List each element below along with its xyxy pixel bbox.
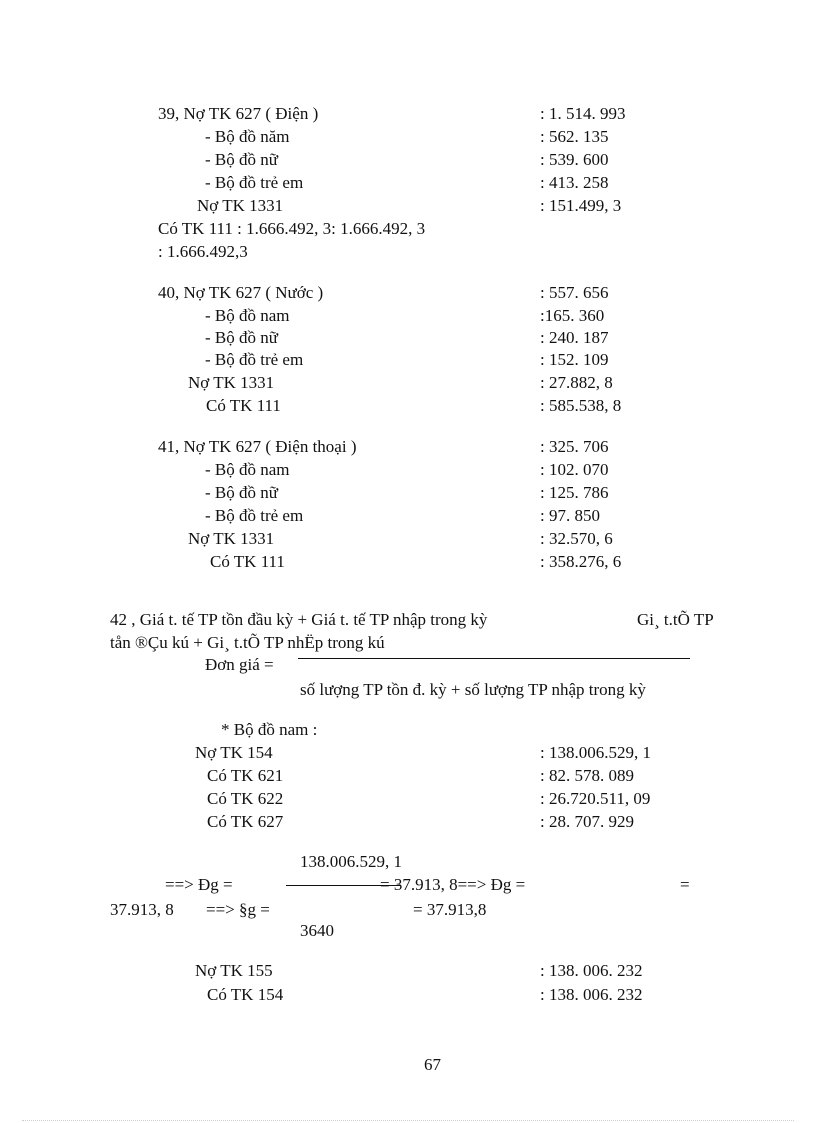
entry39-credit-line: Có TK 111 : 1.666.492, 3: 1.666.492, 3 bbox=[158, 219, 426, 238]
entry40-item-label: - Bộ đồ nữ bbox=[205, 328, 278, 347]
debit-154-amount: : 138.006.529, 1 bbox=[540, 743, 651, 762]
credit-154-amount: : 138. 006. 232 bbox=[540, 985, 643, 1004]
formula-garbled-right: Gi¸ t.tÕ TP bbox=[637, 610, 714, 629]
formula-denominator: số lượng TP tồn đ. kỳ + số lượng TP nhập trong kỳ bbox=[300, 680, 646, 699]
entry41-debit-1331: Nợ TK 1331 bbox=[188, 529, 275, 548]
credit-627-amount: : 28. 707. 929 bbox=[540, 812, 634, 831]
entry40-debit-1331-amount: : 27.882, 8 bbox=[540, 373, 613, 392]
entry40-item-amount: :165. 360 bbox=[540, 306, 605, 325]
debit-154: Nợ TK 154 bbox=[195, 743, 273, 762]
unit-price-label: Đơn giá = bbox=[205, 655, 274, 674]
calc-equals-right: = bbox=[680, 875, 690, 894]
entry41-item-label: - Bộ đồ nữ bbox=[205, 483, 278, 502]
credit-622-amount: : 26.720.511, 09 bbox=[540, 789, 651, 808]
credit-622: Có TK 622 bbox=[207, 789, 284, 808]
entry39-debit-627-amount: : 1. 514. 993 bbox=[540, 104, 626, 123]
formula-garbled-line: tån ®Çu kú + Gi¸ t.tÕ TP nhËp trong kú bbox=[110, 633, 385, 652]
page-number: 67 bbox=[424, 1055, 441, 1074]
calc-result-right: = 37.913,8 bbox=[413, 900, 487, 919]
entry39-debit-1331-amount: : 151.499, 3 bbox=[540, 196, 622, 215]
entry41-item-amount: : 125. 786 bbox=[540, 483, 609, 502]
entry40-debit-627: 40, Nợ TK 627 ( Nước ) bbox=[158, 283, 324, 302]
entry40-item-amount: : 152. 109 bbox=[540, 350, 609, 369]
entry41-item-amount: : 97. 850 bbox=[540, 506, 600, 525]
debit-155: Nợ TK 155 bbox=[195, 961, 273, 980]
credit-627: Có TK 627 bbox=[207, 812, 284, 831]
formula-numerator: 42 , Giá t. tế TP tồn đầu kỳ + Giá t. tế TP nhập trong kỳ bbox=[110, 610, 488, 629]
entry41-debit-1331-amount: : 32.570, 6 bbox=[540, 529, 613, 548]
entry39-item-amount: : 539. 600 bbox=[540, 150, 609, 169]
entry40-item-amount: : 240. 187 bbox=[540, 328, 609, 347]
entry41-debit-627: 41, Nợ TK 627 ( Điện thoại ) bbox=[158, 437, 357, 456]
entry41-item-label: - Bộ đồ trẻ em bbox=[205, 506, 304, 525]
page-bottom-border bbox=[22, 1120, 794, 1121]
entry40-item-label: - Bộ đồ nam bbox=[205, 306, 290, 325]
calc-result-left: 37.913, 8 bbox=[110, 900, 174, 919]
entry39-item-label: - Bộ đồ trẻ em bbox=[205, 173, 304, 192]
calc-numerator: 138.006.529, 1 bbox=[300, 852, 402, 871]
entry40-debit-627-amount: : 557. 656 bbox=[540, 283, 609, 302]
entry41-debit-627-amount: : 325. 706 bbox=[540, 437, 609, 456]
entry39-debit-627: 39, Nợ TK 627 ( Điện ) bbox=[158, 104, 319, 123]
entry39-item-label: - Bộ đồ nữ bbox=[205, 150, 278, 169]
credit-621: Có TK 621 bbox=[207, 766, 284, 785]
entry39-debit-1331: Nợ TK 1331 bbox=[197, 196, 284, 215]
calc-denominator: 3640 bbox=[300, 921, 334, 940]
fraction-bar bbox=[298, 658, 690, 659]
debit-155-amount: : 138. 006. 232 bbox=[540, 961, 643, 980]
credit-154: Có TK 154 bbox=[207, 985, 284, 1004]
entry41-item-label: - Bộ đồ nam bbox=[205, 460, 290, 479]
entry40-credit-111: Có TK 111 bbox=[206, 396, 281, 415]
entry41-credit-111: Có TK 111 bbox=[210, 552, 285, 571]
calc-arrow-left: ==> Đg = bbox=[165, 875, 233, 894]
calc-middle: = 37.913, 8==> Đg = bbox=[380, 875, 526, 894]
entry40-debit-1331: Nợ TK 1331 bbox=[188, 373, 275, 392]
credit-621-amount: : 82. 578. 089 bbox=[540, 766, 634, 785]
entry40-item-label: - Bộ đồ trẻ em bbox=[205, 350, 304, 369]
entry39-credit-line-2: : 1.666.492,3 bbox=[158, 242, 248, 261]
entry39-item-label: - Bộ đồ năm bbox=[205, 127, 290, 146]
entry39-item-amount: : 413. 258 bbox=[540, 173, 609, 192]
entry39-item-amount: : 562. 135 bbox=[540, 127, 609, 146]
entry40-credit-111-amount: : 585.538, 8 bbox=[540, 396, 622, 415]
entry41-credit-111-amount: : 358.276, 6 bbox=[540, 552, 622, 571]
entry41-item-amount: : 102. 070 bbox=[540, 460, 609, 479]
product-heading: * Bộ đồ nam : bbox=[221, 720, 318, 739]
calc-garbled-arrow: ==> §g = bbox=[206, 900, 270, 919]
